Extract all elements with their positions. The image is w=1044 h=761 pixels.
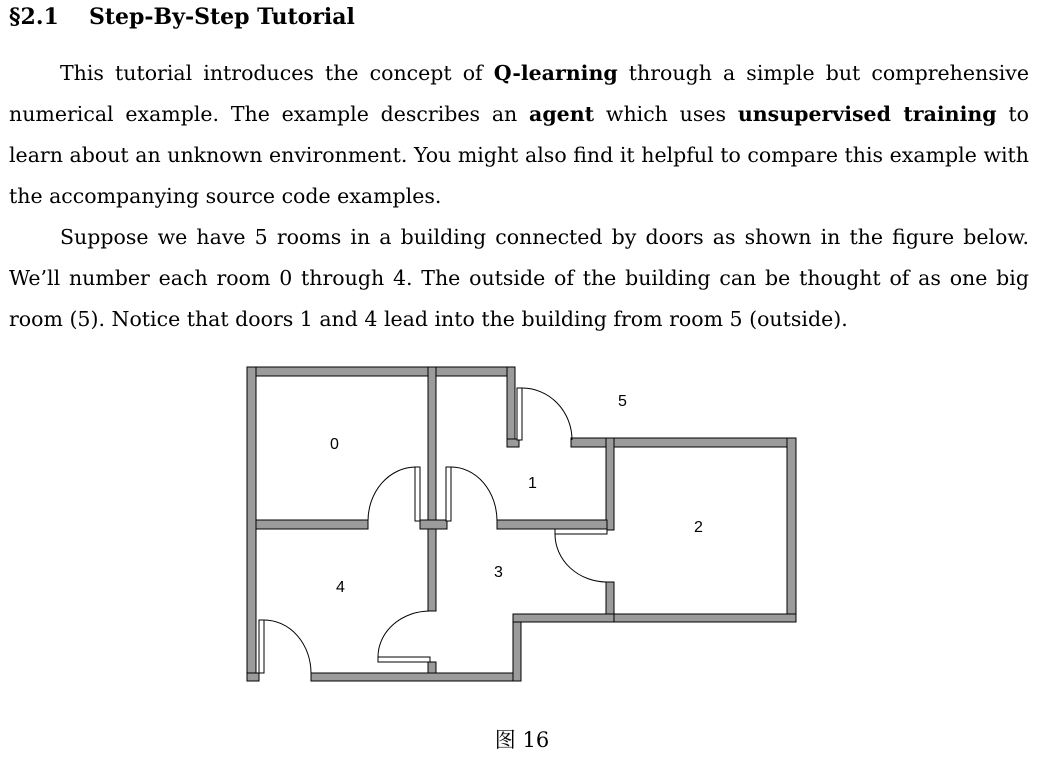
wall-room0-room1 xyxy=(428,367,436,529)
door-room0-room1 xyxy=(368,467,420,521)
rooms-paragraph xyxy=(9,217,1029,340)
door-room1-outside xyxy=(517,388,572,440)
para2-text: Suppose we have 5 rooms in a building connected by doors as shown in the figure below. We’ll number each room 0 through 4. The outside of the building can be thought of as one big room (5). Notice that doors 1 and 4 lead into the building from room 5 (outside). xyxy=(9,225,1029,331)
term-unsupervised-training: unsupervised training xyxy=(737,102,997,126)
para1-text-3: which uses xyxy=(594,102,738,126)
door-room3-room2 xyxy=(555,529,607,582)
wall-room0-room4-left xyxy=(256,520,368,529)
wall-room2-top xyxy=(571,438,796,447)
wall-left xyxy=(247,367,256,681)
term-q-learning: Q-learning xyxy=(493,61,618,85)
para1-text-4: to learn about an unknown environment. You might also find it helpful to compare this example with the accompanying source code examples. xyxy=(9,102,1029,208)
para1-text-1: This tutorial introduces the concept of xyxy=(60,61,494,85)
door-room1-room3 xyxy=(446,467,497,521)
wall-bottom-left-stub xyxy=(247,673,259,681)
wall-center-junction xyxy=(420,520,447,529)
floor-plan-svg xyxy=(246,366,797,683)
para1-text-2: through a simple but comprehensive numerical example. The example describes an xyxy=(9,61,1030,126)
room-label-0: 0 xyxy=(330,436,339,453)
wall-top xyxy=(247,367,515,376)
term-agent: agent xyxy=(529,102,595,126)
room-label-1: 1 xyxy=(528,475,537,492)
wall-room4-room3-upper xyxy=(428,529,436,611)
section-heading xyxy=(9,4,355,30)
room-label-5: 5 xyxy=(618,393,627,410)
section-number: §2.1 xyxy=(9,4,59,30)
room-label-2: 2 xyxy=(694,519,703,536)
room-label-3: 3 xyxy=(494,564,503,581)
figure-caption: 图 16 xyxy=(494,728,550,752)
wall-room2-bottom xyxy=(606,614,796,622)
floor-plan-figure xyxy=(246,366,797,683)
wall-room2-right xyxy=(787,438,796,622)
door-room4-outside xyxy=(259,620,311,673)
wall-room2-left-upper xyxy=(606,438,614,530)
wall-room1-room3 xyxy=(497,520,607,529)
wall-room3-step xyxy=(513,614,614,622)
section-title: Step-By-Step Tutorial xyxy=(89,4,355,30)
room-label-4: 4 xyxy=(336,579,345,596)
wall-room3-right xyxy=(513,614,521,681)
intro-paragraph xyxy=(9,53,1029,217)
wall-room1-right-upper xyxy=(507,367,515,447)
wall-bottom xyxy=(311,673,521,681)
door-room4-room3 xyxy=(378,611,430,662)
